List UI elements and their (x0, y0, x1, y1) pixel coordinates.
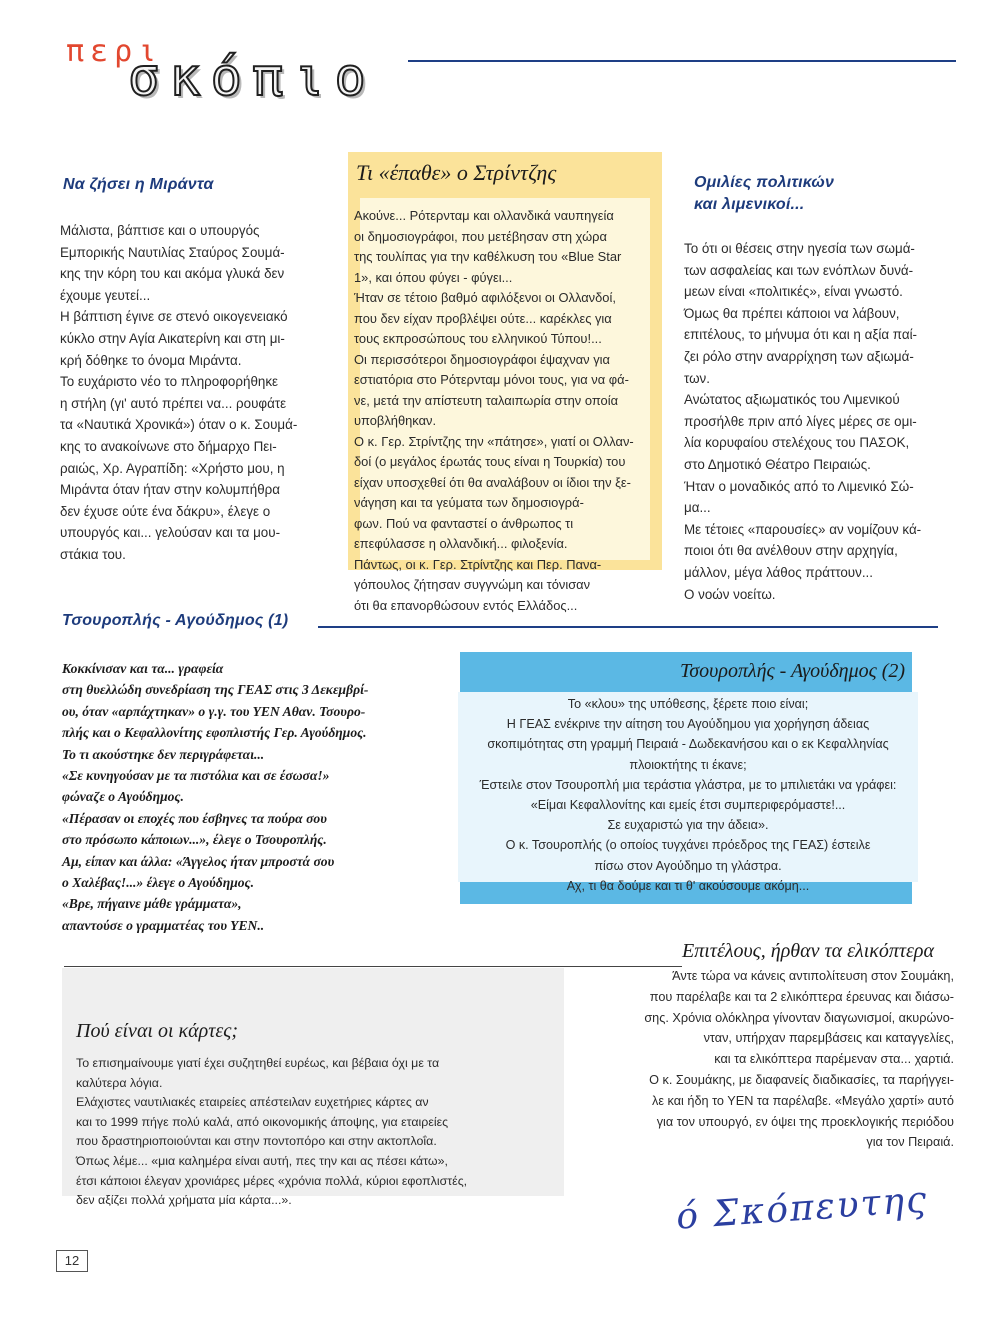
article1-line: κρή δόθηκε το όνομα Μιράντα. (60, 352, 242, 368)
article2-line: της τουλίπας για την καθέλκυση του «Blue Star (354, 249, 622, 264)
article1-line: δεν έχυσε ούτε ένα δάκρυ», έλεγε ο (60, 503, 271, 519)
article6-line: Όπως λέμε... «μια καλημέρα είναι αυτή, πες την και ας πέσει κάτω», (76, 1153, 448, 1168)
article4-body (62, 658, 442, 936)
article3-title (694, 172, 834, 216)
article3-title-line2: και λιμενικοί... (694, 196, 805, 213)
article4-line: «Σε κυνηγούσαν με τα πιστόλια και σε έσωσα!» (62, 768, 330, 784)
article2-line: νάγηση και τα γεύματα των δημοσιογρά- (354, 495, 584, 510)
article1-body (60, 220, 320, 566)
article1-line: έχουμε γευτεί... (60, 287, 151, 303)
article2-line: είχαν υποσχεθεί ότι θα αναλάβουν οι ίδιοι την ξε- (354, 474, 631, 490)
article5-line: «Είμαι Κεφαλλονίτης και εμείς έτσι συμπεριφερόμαστε!... (530, 798, 846, 813)
article5-line: Ο κ. Τσουροπλής (ο οποίος τυγχάνει πρόεδρος της ΓΕΑΣ) έστειλε (505, 838, 871, 853)
article3-line: Όμως θα πρέπει κάποιοι να λάβουν, (684, 305, 900, 321)
article2-line: οι δημοσιογράφοι, που μετέβησαν στη χώρα (354, 228, 607, 244)
article2-line: που δεν είχαν προβλέψει ούτε... καρέκλες για (354, 310, 612, 326)
article3-body (684, 238, 944, 605)
article5-line: Σε ευχαριστώ για την άδεια». (607, 818, 769, 833)
article4-line: «Πέρασαν οι εποχές που έσβηνες τα πούρα σου (62, 810, 327, 826)
article5-line: σκοπιμότητας στη γραμμή Πειραιά - Δωδεκανήσου και ο εκ Κεφαλληνίας (487, 737, 889, 752)
article3-line: λία κορυφαίου στελέχους του ΠΑΣΟΚ, (684, 435, 910, 451)
author-signature: ό Σκόπευτης (674, 1179, 930, 1238)
article2-line: υποβλήθηκαν. (354, 413, 437, 428)
article5-line: Αχ, τι θα δούμε και τι θ' ακούσουμε ακόμη... (566, 878, 810, 893)
article6-line: δεν αξίζει πολλά χρήματα μία κάρτα...». (76, 1193, 292, 1208)
article4-line: ο Χαλέβας!...» έλεγε ο Αγούδημος. (62, 875, 255, 891)
article2-line: ότι θα επανορθώσουν εντός Ελλάδος... (354, 597, 578, 613)
article3-line: στο Δημοτικό Θέατρο Πειραιώς. (684, 456, 871, 472)
article4-line: ου, όταν «αρπάχτηκαν» ο γ.γ. του ΥΕΝ Αθαν. Τσουρο- (62, 703, 366, 719)
article1-line: Εμπορικής Ναυτιλίας Σταύρος Σουμά- (60, 244, 285, 260)
article3-line: Ήταν ο μοναδικός από το Λιμενικό Σώ- (684, 478, 914, 494)
article5-line: πίσω στον Αγούδημο τη γλάστρα. (594, 858, 782, 873)
article4-title: Τσουροπλής - Αγούδημος (1) (62, 612, 289, 629)
article6-line: Ελάχιστες ναυτιλιακές εταιρείες απέστειλαν ευχετήριες κάρτες αν (76, 1095, 429, 1110)
article3-line: μεων είναι «πολιτικές», είναι γνωστό. (684, 284, 903, 300)
article2-line: νε, μετά την απίστευτη ταλαιπωρία στην οποία (354, 392, 619, 408)
article7-line: για τον υπουργό, εν όψει της προεκλογικής περιόδου (656, 1114, 954, 1129)
article2-line: γόπουλος ζήτησαν συγγνώμη και τόνισαν (354, 577, 591, 592)
article6-body (76, 1054, 556, 1211)
article2-line: Ήταν σε τέτοιο βαθμό αφιλόξενοι οι Ολλανδοί, (354, 290, 616, 305)
masthead-skopio: σκόπιο (128, 48, 376, 108)
article3-line: επιτέλους, το μήνυμα ότι και η αξία παί- (684, 327, 918, 343)
article5-line: Η ΓΕΑΣ ενέκρινε την αίτηση του Αγούδημου για χορήγηση άδειας (506, 717, 870, 732)
article7-line: Ο κ. Σουμάκης, με διαφανείς διαδικασίες, τα παρήγγει- (649, 1072, 954, 1087)
article2-title: Τι «έπαθε» ο Στρίντζης (356, 160, 557, 185)
article1-line: η στήλη (γι' αυτό πρέπει να... ρουφάτε (60, 395, 287, 411)
article7-title: Επιτέλους, ήρθαν τα ελικόπτερα (682, 940, 935, 962)
article5-title: Τσουροπλής - Αγούδημος (2) (680, 660, 906, 682)
article1-line: υπουργός και... γελούσαν και τα μου- (60, 525, 281, 541)
article3-line: των ασφαλείας και των ενόπλων δυνά- (684, 262, 914, 278)
article3-line: Το ότι οι θέσεις στην ηγεσία των σωμά- (684, 241, 915, 256)
article3-line: μάλλον, μέγα λάθος πράττουν... (684, 564, 873, 580)
article3-title-line1: Ομιλίες πολιτικών (694, 174, 835, 191)
article2-line: δοί (ο μεγάλος έρωτάς τους είναι η Τουρκία) του (354, 454, 626, 469)
article4-line: Κοκκίνισαν και τα... γραφεία (62, 661, 224, 676)
article7-body (584, 966, 954, 1153)
article3-line: ζει ρόλο στην αναρρίχηση των αξιωμά- (684, 348, 914, 364)
article4-line: στη θυελλώδη συνεδρίαση της ΓΕΑΣ στις 3 Δεκεμβρί- (62, 682, 369, 698)
article7-line: λε και ήδη το ΥΕΝ τα παρέλαβε. «Μεγάλο χαρτί» αυτό (652, 1093, 954, 1108)
article5-line: πλοιοκτήτης τι έκανε; (629, 757, 747, 772)
article7-line: και τα ελικόπτερα παρέμεναν στα... χαρτιά. (714, 1052, 954, 1067)
article4-line: απαντούσε ο γραμματέας του ΥΕΝ.. (62, 917, 265, 933)
article1-title: Να ζήσει η Μιράντα (63, 176, 214, 193)
page-number: 12 (56, 1250, 88, 1272)
article1-line: Μιράντα όταν ήταν στην κολυμπήθρα (60, 482, 281, 498)
article5-body (462, 694, 914, 896)
article1-line: Μάλιστα, βάπτισε και ο υπουργός (60, 223, 260, 238)
article4-rule (318, 626, 938, 628)
article3-line: Ο νοών νοείτω. (684, 586, 776, 602)
masthead-rule (408, 60, 956, 62)
article1-line: ραιώς, Χρ. Αγραπίδη: «Χρήστο μου, η (60, 460, 285, 476)
article3-line: ποιοι ότι θα ανέλθουν στην αρχηγία, (684, 543, 898, 559)
article3-line: Με τέτοιες «παρουσίες» αν νομίζουν κά- (684, 521, 922, 537)
article4-line: στο πρόσωπο κάποιων...», έλεγε ο Τσουροπλής. (62, 832, 327, 848)
article1-line: κύκλο στην Αγία Αικατερίνη και στη μι- (60, 330, 285, 346)
article2-line: τους εκπροσώπους του ελληνικού Τύπου!... (354, 331, 602, 346)
article4-line: πλής και ο Κεφαλλονίτης εφοπλιστής Γερ. Αγούδημος. (62, 725, 367, 741)
article4-line: Αμ, είπαν και άλλα: «Άγγελος ήταν μπροστά σου (62, 853, 335, 869)
article6-line: Το επισημαίνουμε γιατί έχει συζητηθεί ευρέως, και βέβαια όχι με τα (76, 1056, 440, 1070)
article1-line: στάκια του. (60, 546, 126, 562)
article1-line: Η βάπτιση έγινε σε στενό οικογενειακό (60, 309, 288, 325)
article1-line: κης το ανακοίνωνε στο δήμαρχο Πει- (60, 438, 277, 454)
article3-line: προσήλθε πριν από λίγες μέρες σε ομι- (684, 413, 917, 429)
article1-line: τα «Ναυτικά Χρονικά») όταν ο κ. Σουμά- (60, 417, 298, 433)
article7-line: που παρέλαβε και τα 2 ελικόπτερα έρευνας και διάσω- (649, 989, 954, 1004)
article5-line: Το «κλου» της υπόθεσης, ξέρετε ποιο είναι; (567, 697, 809, 711)
article7-line: για τον Πειραιά. (866, 1135, 954, 1150)
article6-line: έτσι κάποιοι έλεγαν χρονιάρες μέρες «χρόνια πολλά, κύριοι εφοπλιστές, (76, 1173, 468, 1188)
article2-line: Πάντως, οι κ. Γερ. Στρίντζης και Περ. Πανα- (354, 556, 602, 572)
article1-line: κης την κόρη του και ακόμα γλυκά δεν (60, 266, 285, 282)
article4-line: Το τι ακούστηκε δεν περιγράφεται... (62, 746, 265, 762)
article3-line: των. (684, 370, 710, 386)
article1-line: Το ευχάριστο νέο το πληροφορήθηκε (60, 374, 279, 390)
article6-line: που δραστηριοποιούνται και στην ποντοπόρο και στην ακτοπλοΐα. (76, 1134, 437, 1149)
article3-line: μα... (684, 500, 711, 516)
article2-line: επεφύλασσε η ολλανδική... φιλοξενία. (354, 536, 568, 551)
article2-line: Οι περισσότεροι δημοσιογράφοι έψαχναν για (354, 351, 610, 367)
article4-line: φώναζε ο Αγούδημος. (62, 789, 184, 805)
article3-line: Ανώτατος αξιωματικός του Λιμενικού (684, 392, 900, 408)
article2-body (354, 206, 656, 616)
article7-line: Άντε τώρα να κάνεις αντιπολίτευση στον Σουμάκη, (672, 969, 954, 983)
article6-title: Πού είναι οι κάρτες; (76, 1020, 239, 1042)
article7-line: νταν, υπήρχαν παρεμβάσεις και καταγγελίες, (703, 1031, 954, 1046)
article6-line: και το 1999 πήγε πολύ καλά, από οικονομικής άποψης, για εταιρείες (76, 1114, 449, 1129)
article2-line: Ο κ. Γερ. Στρίντζης την «πάτησε», γιατί οι Ολλαν- (354, 433, 634, 449)
article5-line: Έστειλε στον Τσουροπλή μια τεράστια γλάστρα, με το μπιλιετάκι να γράφει: (479, 777, 897, 792)
article2-line: εστιατόρια στο Ρότερνταμ μόνοι τους, για να φά- (354, 372, 629, 387)
article6-line: καλύτερα λόγια. (76, 1075, 163, 1090)
article2-line: Ακούνε... Ρότερνταμ και ολλανδικά ναυπηγεία (354, 208, 614, 223)
article7-line: σης. Χρόνια ολόκληρα γίνονταν διαγωνισμοί, ακυρώνο- (644, 1010, 954, 1025)
article2-line: 1», και όπου φύγει - φύγει... (354, 269, 513, 285)
masthead-peri: περι (66, 34, 163, 69)
article4-line: «Βρε, πήγαινε μάθε γράμματα», (62, 896, 242, 912)
article2-line: φων. Πού να φανταστεί ο άνθρωπος τι (354, 515, 574, 531)
